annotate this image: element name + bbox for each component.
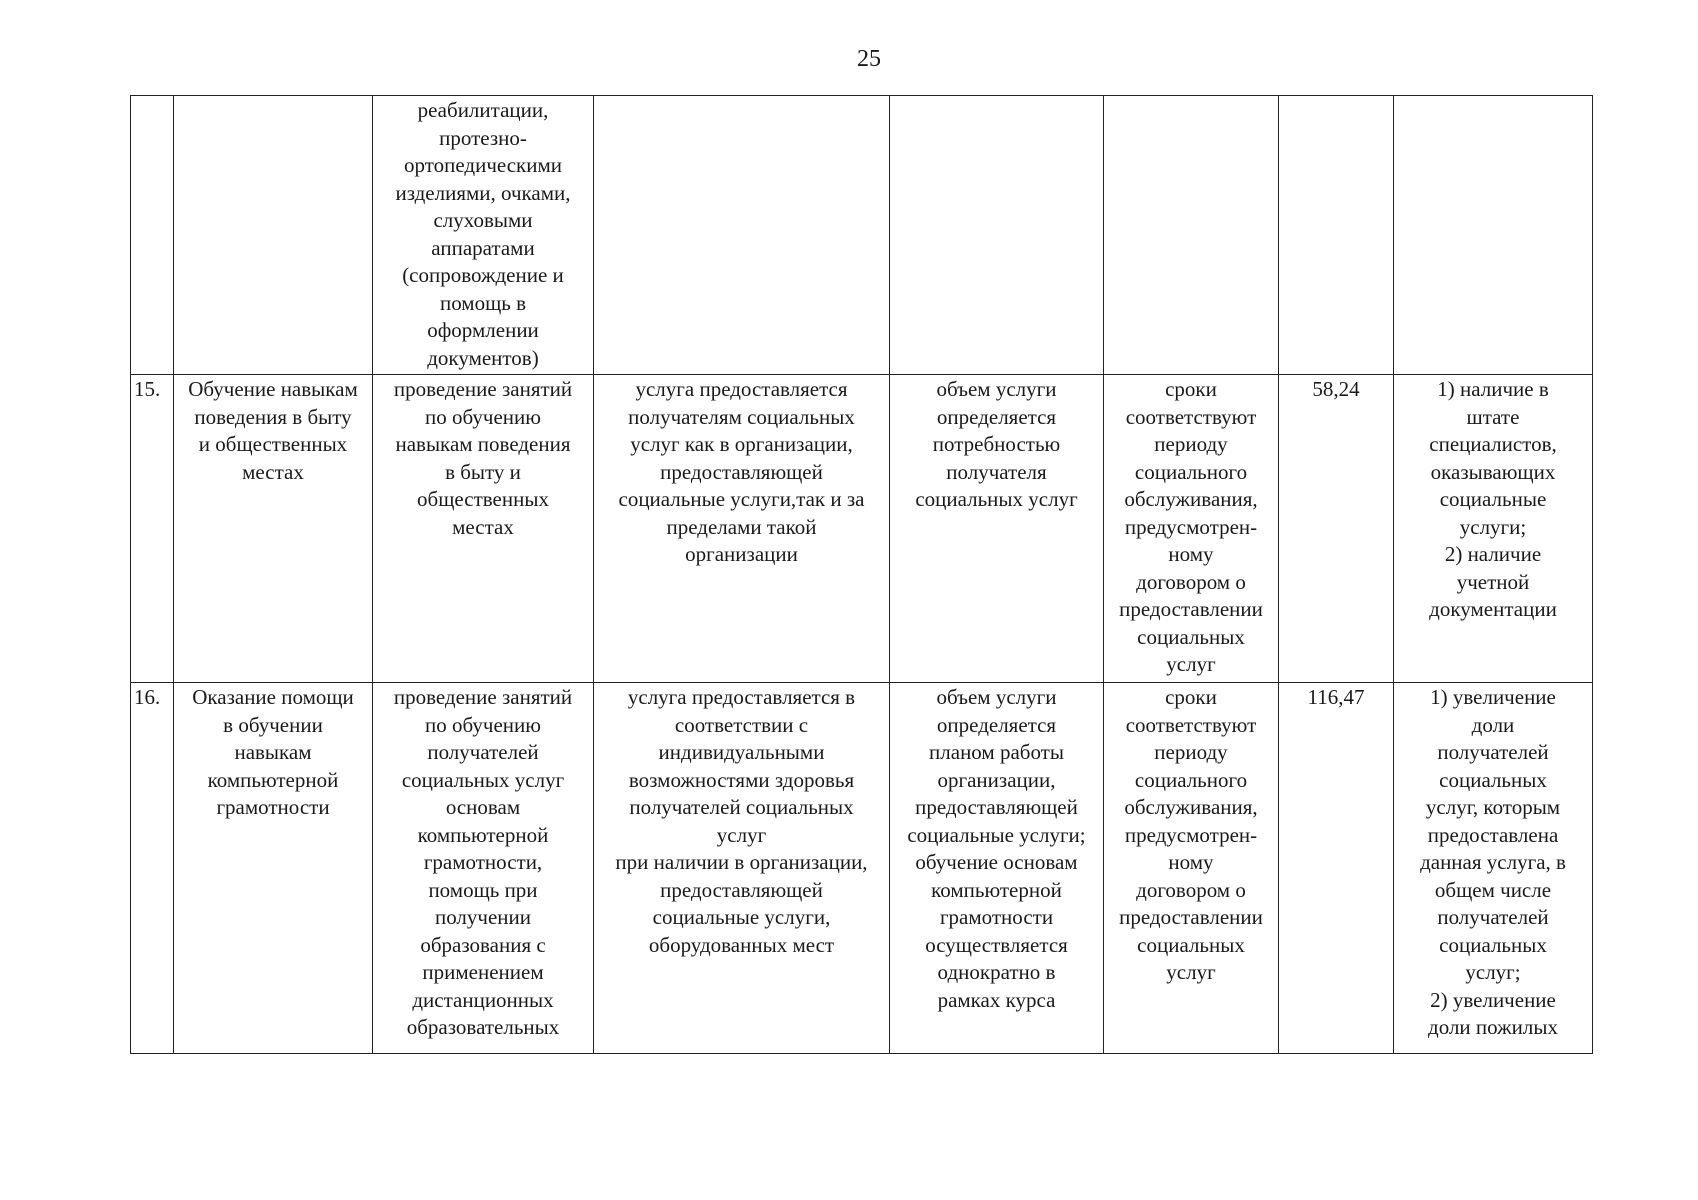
cell-service-content: проведение занятий по обучению получателей социальных услуг основам компьютерной грамотности, помощь при получении образования с применением дистанционных образовательных [373,683,594,1054]
cell-number: 16. [131,683,174,1054]
cell-service-conditions: услуга предоставляется получателям социальных услуг как в организации, предоставляющей социальные услуги,так и за пределами такой организации [594,375,890,683]
cell-service-volume: объем услуги определяется планом работы организации, предоставляющей социальные услуги; обучение основам компьютерной грамотности осуществляется однократно в рамках курса [890,683,1104,1054]
cell-number: 15. [131,375,174,683]
cell-service-content: проведение занятий по обучению навыкам поведения в быту и общественных местах [373,375,594,683]
cell-service-terms [1104,96,1279,375]
cell-service-rate: 58,24 [1279,375,1394,683]
cell-number [131,96,174,375]
cell-service-volume: объем услуги определяется потребностью получателя социальных услуг [890,375,1104,683]
cell-service-rate [1279,96,1394,375]
services-table [130,95,1593,1054]
cell-service-content: реабилитации, протезно- ортопедическими изделиями, очками, слуховыми аппаратами (сопровождение и помощь в оформлении документов) [373,96,594,375]
cell-service-name [174,96,373,375]
cell-service-quality: 1) наличие в штате специалистов, оказывающих социальные услуги; 2) наличие учетной документации [1394,375,1593,683]
cell-service-quality [1394,96,1593,375]
cell-service-conditions: услуга предоставляется в соответствии с индивидуальными возможностями здоровья получателей социальных услуг при наличии в организации, предоставляющей социальные услуги, оборудованных мест [594,683,890,1054]
cell-service-quality: 1) увеличение доли получателей социальных услуг, которым предоставлена данная услуга, в общем числе получателей социальных услуг; 2) увеличение доли пожилых [1394,683,1593,1054]
cell-service-rate: 116,47 [1279,683,1394,1054]
cell-service-volume [890,96,1104,375]
table-row [131,375,1593,683]
cell-service-conditions [594,96,890,375]
cell-service-name: Обучение навыкам поведения в быту и общественных местах [174,375,373,683]
table-row [131,683,1593,1054]
page-number: 25 [857,46,881,72]
cell-service-terms: сроки соответствуют периоду социального обслуживания, предусмотрен- ному договором о предоставлении социальных услуг [1104,683,1279,1054]
table-row [131,96,1593,375]
cell-service-name: Оказание помощи в обучении навыкам компьютерной грамотности [174,683,373,1054]
cell-service-terms: сроки соответствуют периоду социального обслуживания, предусмотрен- ному договором о предоставлении социальных услуг [1104,375,1279,683]
